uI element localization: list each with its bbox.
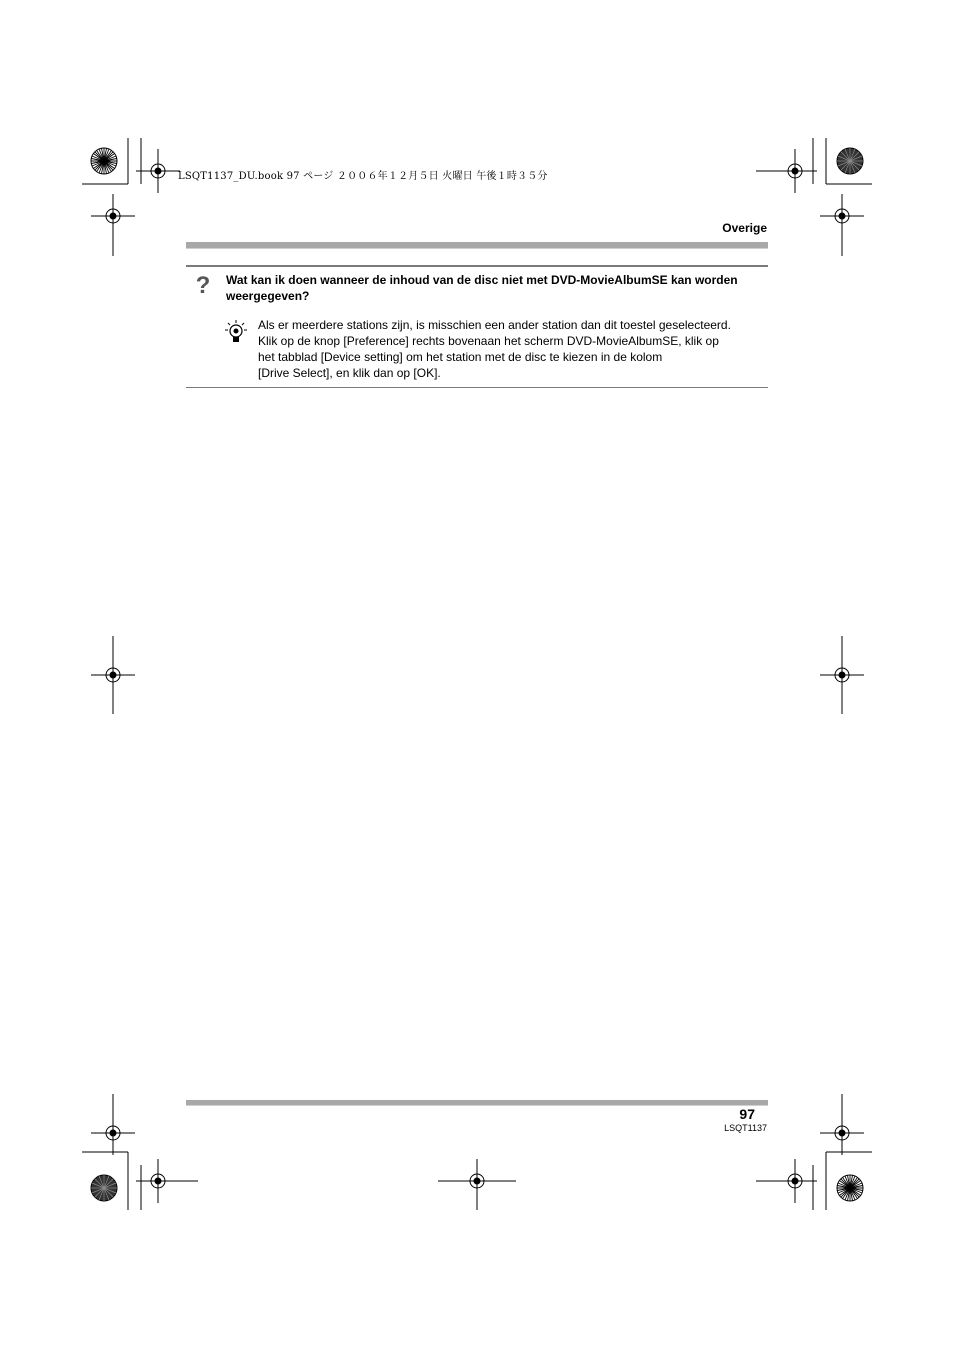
- footer-rule: [186, 1100, 768, 1105]
- document-code: LSQT1137: [724, 1123, 767, 1133]
- answer-line: het tabblad [Device setting] om het station met de disc te kiezen in de kolom: [258, 350, 663, 364]
- qa-top-divider: [186, 265, 768, 267]
- answer-text: [258, 317, 768, 381]
- page-number: 97: [739, 1106, 755, 1122]
- answer-line: [Drive Select], en klik dan op [OK].: [258, 366, 441, 380]
- header-rule: [186, 242, 768, 248]
- answer-line: Klik op de knop [Preference] rechts bovenaan het scherm DVD-MovieAlbumSE, klik op: [258, 334, 719, 348]
- question-text: Wat kan ik doen wanneer de inhoud van de disc niet met DVD-MovieAlbumSE kan worden weergegeven?: [226, 273, 738, 303]
- print-info: LSQT1137_DU.book 97 ページ ２００６年１２月５日 火曜日 午後１時３５分: [178, 171, 548, 182]
- answer-line: Als er meerdere stations zijn, is misschien een ander station dan dit toestel geselecteerd.: [258, 318, 731, 332]
- qa-bottom-divider: [186, 387, 768, 388]
- lightbulb-tip-icon: [225, 320, 247, 344]
- question-mark-icon: ?: [195, 272, 211, 299]
- section-title: Overige: [722, 221, 767, 235]
